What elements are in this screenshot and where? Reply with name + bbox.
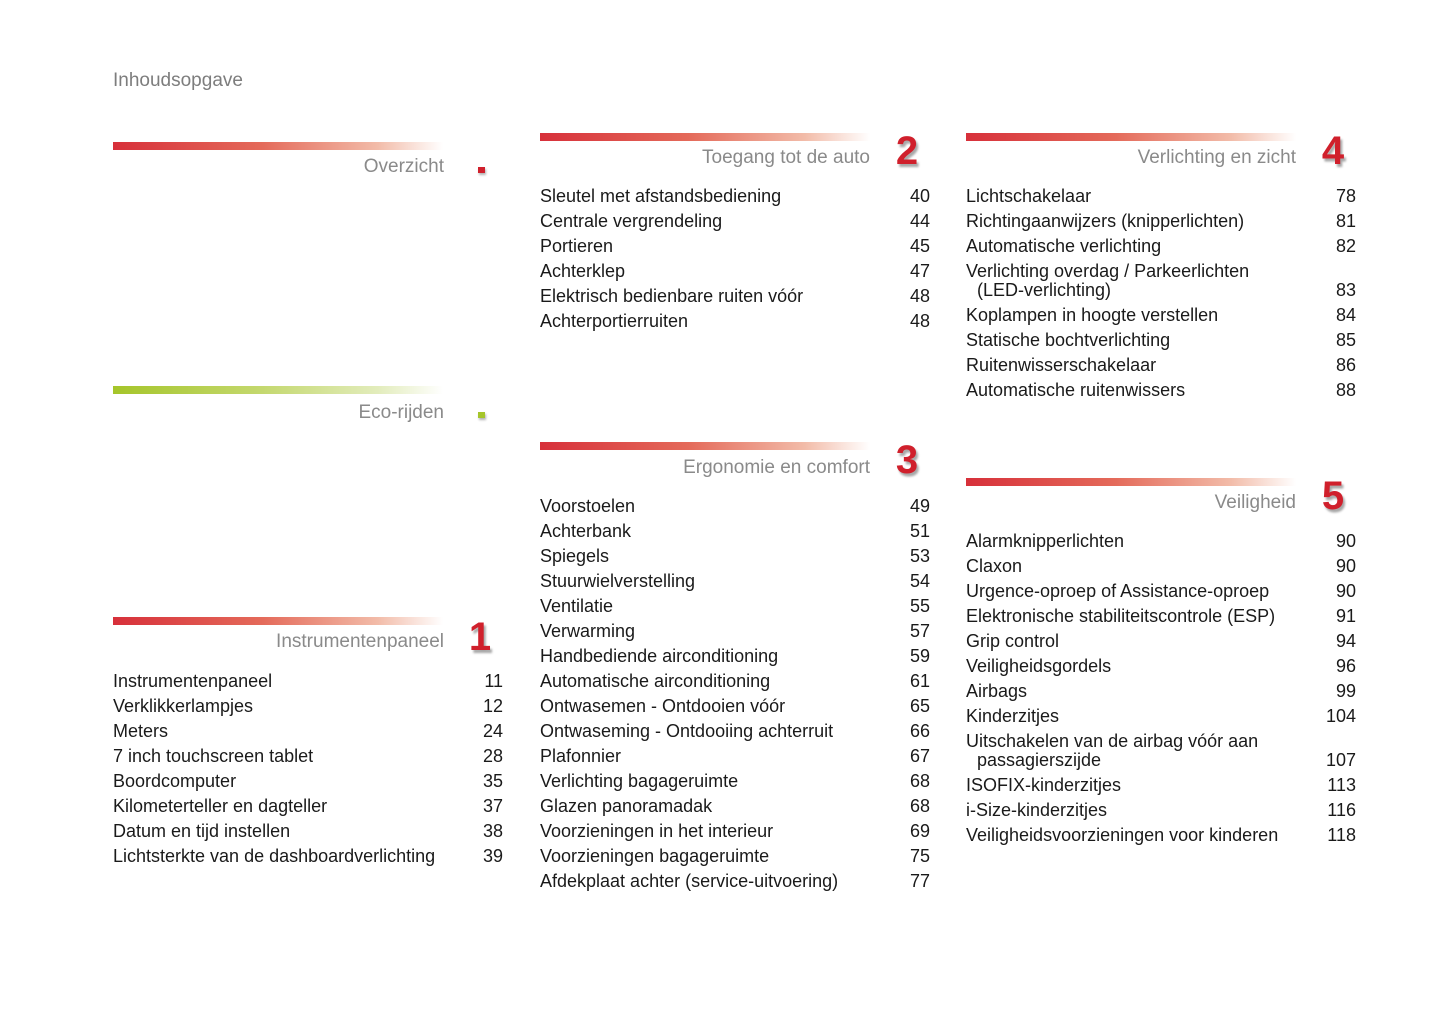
toc-entry-label-line: Urgence-oproep of Assistance-oproep bbox=[966, 581, 1270, 601]
toc-entry[interactable] bbox=[540, 797, 930, 816]
toc-entry[interactable] bbox=[540, 262, 930, 281]
toc-entry-label-line: Voorstoelen bbox=[540, 496, 636, 516]
toc-entry-label-line: 7 inch touchscreen tablet bbox=[113, 746, 314, 766]
section-ergonomie bbox=[540, 438, 930, 902]
toc-entry-label-line: Statische bochtverlichting bbox=[966, 330, 1171, 350]
toc-entry-label bbox=[113, 847, 463, 866]
toc-entry-label-line: Grip control bbox=[966, 631, 1060, 651]
toc-entry-label bbox=[966, 732, 1316, 770]
toc-entry-page: 55 bbox=[909, 596, 930, 616]
toc-entry[interactable] bbox=[540, 522, 930, 541]
toc-entry-label-line: Verlichting overdag / Parkeerlichten bbox=[966, 261, 1250, 281]
toc-entry-page: 67 bbox=[909, 746, 930, 766]
toc-entry-label-line: Uitschakelen van de airbag vóór aan bbox=[966, 731, 1259, 751]
toc-entry[interactable] bbox=[540, 212, 930, 231]
toc-entry-label bbox=[966, 237, 1316, 256]
toc-entry[interactable] bbox=[966, 532, 1356, 551]
toc-entry[interactable] bbox=[540, 697, 930, 716]
toc-entry-label-line: Koplampen in hoogte verstellen bbox=[966, 305, 1219, 325]
toc-entry-page: 54 bbox=[909, 571, 930, 591]
toc-entry-label bbox=[540, 187, 890, 206]
toc-entry-label-line: Achterbank bbox=[540, 521, 632, 541]
toc-entry-label bbox=[966, 707, 1316, 726]
toc-entry[interactable] bbox=[113, 722, 503, 741]
toc-entry-label bbox=[540, 212, 890, 231]
toc-entry[interactable] bbox=[966, 607, 1356, 626]
toc-entry[interactable] bbox=[540, 237, 930, 256]
toc-entry-label-line: Airbags bbox=[966, 681, 1028, 701]
toc-entry-label bbox=[540, 647, 890, 666]
toc-entry-page: 107 bbox=[1325, 750, 1356, 770]
toc-list bbox=[966, 187, 1356, 406]
toc-entry[interactable] bbox=[966, 237, 1356, 256]
toc-entry-label-line: Voorzieningen bagageruimte bbox=[540, 846, 770, 866]
toc-entry-label-line: Datum en tijd instellen bbox=[113, 821, 291, 841]
toc-entry[interactable] bbox=[540, 547, 930, 566]
section-number: 1 bbox=[468, 615, 492, 659]
toc-entry[interactable] bbox=[113, 797, 503, 816]
toc-entry-label-line: Meters bbox=[113, 721, 169, 741]
section-bar bbox=[540, 133, 870, 141]
toc-entry-label bbox=[540, 847, 890, 866]
section-eco-rijden bbox=[113, 386, 488, 426]
toc-entry-label bbox=[540, 262, 890, 281]
toc-entry[interactable] bbox=[540, 287, 930, 306]
toc-entry-label bbox=[966, 356, 1316, 375]
toc-entry-label bbox=[966, 212, 1316, 231]
toc-entry-page: 39 bbox=[482, 846, 503, 866]
toc-entry-label-continuation: passagierszijde bbox=[977, 750, 1102, 770]
toc-entry-label-line: Achterklep bbox=[540, 261, 626, 281]
toc-entry-label bbox=[540, 672, 890, 691]
toc-list bbox=[966, 532, 1356, 851]
toc-entry-label bbox=[966, 632, 1316, 651]
toc-entry-page: 90 bbox=[1335, 531, 1356, 551]
toc-entry-page: 45 bbox=[909, 236, 930, 256]
toc-entry-page: 84 bbox=[1335, 305, 1356, 325]
toc-entry-page: 113 bbox=[1327, 775, 1356, 795]
section-verlichting bbox=[966, 129, 1356, 413]
toc-entry-label bbox=[966, 826, 1316, 845]
toc-entry-page: 96 bbox=[1335, 656, 1356, 676]
toc-entry-label-line: Ontwasemen - Ontdooien vóór bbox=[540, 696, 786, 716]
toc-entry[interactable] bbox=[540, 722, 930, 741]
toc-entry-label bbox=[540, 822, 890, 841]
toc-entry[interactable] bbox=[966, 801, 1356, 820]
toc-entry-page: 91 bbox=[1335, 606, 1356, 626]
section-marker-icon bbox=[478, 167, 485, 173]
toc-entry-label bbox=[540, 522, 890, 541]
toc-entry-label bbox=[966, 801, 1316, 820]
toc-entry-page: 68 bbox=[909, 796, 930, 816]
toc-entry-label bbox=[540, 772, 890, 791]
toc-entry-label bbox=[540, 697, 890, 716]
toc-entry[interactable] bbox=[966, 212, 1356, 231]
toc-entry[interactable] bbox=[966, 682, 1356, 701]
toc-entry[interactable] bbox=[540, 312, 930, 331]
toc-entry[interactable] bbox=[966, 356, 1356, 375]
toc-entry-label bbox=[966, 532, 1316, 551]
toc-entry-label-line: Automatische airconditioning bbox=[540, 671, 771, 691]
toc-list bbox=[113, 672, 503, 872]
toc-list bbox=[540, 497, 930, 897]
section-title: Overzicht bbox=[363, 156, 444, 177]
toc-entry-label bbox=[540, 722, 890, 741]
toc-entry[interactable] bbox=[113, 772, 503, 791]
toc-entry[interactable] bbox=[113, 697, 503, 716]
toc-entry-label bbox=[966, 776, 1316, 795]
toc-entry-label bbox=[540, 572, 890, 591]
toc-entry-label-continuation: (LED-verlichting) bbox=[977, 280, 1112, 300]
toc-entry-label-line: Richtingaanwijzers (knipperlichten) bbox=[966, 211, 1245, 231]
toc-entry-page: 86 bbox=[1335, 355, 1356, 375]
toc-entry[interactable] bbox=[113, 747, 503, 766]
toc-entry-page: 77 bbox=[909, 871, 930, 891]
section-bar bbox=[966, 133, 1296, 141]
toc-entry-page: 51 bbox=[909, 521, 930, 541]
toc-entry-label-line: Elektronische stabiliteitscontrole (ESP) bbox=[966, 606, 1276, 626]
toc-entry-page: 47 bbox=[909, 261, 930, 281]
toc-entry-label-line: Verlichting bagageruimte bbox=[540, 771, 739, 791]
toc-entry[interactable] bbox=[966, 187, 1356, 206]
toc-entry-label bbox=[113, 747, 463, 766]
toc-entry-label-line: Handbediende airconditioning bbox=[540, 646, 779, 666]
toc-entry-label bbox=[540, 622, 890, 641]
toc-entry[interactable] bbox=[966, 557, 1356, 576]
toc-entry[interactable] bbox=[966, 331, 1356, 350]
toc-entry[interactable] bbox=[540, 187, 930, 206]
toc-entry-label-line: i-Size-kinderzitjes bbox=[966, 800, 1108, 820]
toc-entry-page: 94 bbox=[1335, 631, 1356, 651]
section-toegang bbox=[540, 129, 930, 333]
toc-entry-label-line: Kilometerteller en dagteller bbox=[113, 796, 328, 816]
toc-entry-page: 69 bbox=[909, 821, 930, 841]
toc-entry-page: 90 bbox=[1335, 581, 1356, 601]
toc-entry[interactable] bbox=[966, 776, 1356, 795]
toc-entry-page: 37 bbox=[482, 796, 503, 816]
section-title: Verlichting en zicht bbox=[1137, 147, 1296, 168]
section-title: Toegang tot de auto bbox=[702, 147, 870, 168]
toc-entry[interactable] bbox=[966, 582, 1356, 601]
toc-entry-page: 118 bbox=[1327, 825, 1356, 845]
toc-entry[interactable] bbox=[540, 572, 930, 591]
toc-entry-label bbox=[966, 657, 1316, 676]
toc-entry-page: 75 bbox=[909, 846, 930, 866]
toc-entry[interactable] bbox=[540, 747, 930, 766]
toc-entry-label-line: Ventilatie bbox=[540, 596, 614, 616]
toc-entry-label-line: Automatische ruitenwissers bbox=[966, 380, 1186, 400]
toc-entry-page: 12 bbox=[482, 696, 503, 716]
toc-entry-label bbox=[113, 822, 463, 841]
toc-list bbox=[540, 187, 930, 337]
section-title: Ergonomie en comfort bbox=[683, 457, 870, 478]
section-overzicht bbox=[113, 142, 488, 182]
toc-entry-label bbox=[540, 872, 890, 891]
toc-entry-page: 78 bbox=[1335, 186, 1356, 206]
toc-entry-page: 59 bbox=[909, 646, 930, 666]
toc-entry-label-line: Portieren bbox=[540, 236, 614, 256]
toc-entry-label-line: Glazen panoramadak bbox=[540, 796, 713, 816]
toc-entry-page: 11 bbox=[484, 671, 503, 691]
toc-entry-label bbox=[966, 582, 1316, 601]
section-bar bbox=[113, 142, 443, 150]
section-title: Instrumentenpaneel bbox=[276, 631, 444, 652]
toc-entry-label bbox=[113, 672, 463, 691]
toc-entry[interactable] bbox=[540, 872, 930, 891]
section-instrumentenpaneel bbox=[113, 617, 503, 877]
toc-entry-label-line: Achterportierruiten bbox=[540, 311, 689, 331]
toc-entry-page: 82 bbox=[1335, 236, 1356, 256]
toc-entry-label bbox=[540, 597, 890, 616]
toc-entry-label-line: Veiligheidsvoorzieningen voor kinderen bbox=[966, 825, 1279, 845]
toc-entry-label-line: Alarmknipperlichten bbox=[966, 531, 1125, 551]
toc-entry-page: 24 bbox=[482, 721, 503, 741]
toc-entry[interactable] bbox=[540, 672, 930, 691]
toc-entry-label-line: Lichtsterkte van de dashboardverlichting bbox=[113, 846, 436, 866]
section-bar bbox=[966, 478, 1296, 486]
toc-entry[interactable] bbox=[540, 822, 930, 841]
toc-entry-page: 68 bbox=[909, 771, 930, 791]
page-title: Inhoudsopgave bbox=[113, 70, 243, 91]
toc-entry-label-line: Instrumentenpaneel bbox=[113, 671, 273, 691]
toc-entry-page: 44 bbox=[909, 211, 930, 231]
toc-entry[interactable] bbox=[966, 732, 1356, 770]
toc-entry-page: 35 bbox=[482, 771, 503, 791]
toc-entry-page: 81 bbox=[1335, 211, 1356, 231]
toc-entry-label-line: Sleutel met afstandsbediening bbox=[540, 186, 782, 206]
toc-entry[interactable] bbox=[113, 822, 503, 841]
toc-entry-label-line: Spiegels bbox=[540, 546, 610, 566]
toc-entry-page: 65 bbox=[909, 696, 930, 716]
toc-entry-page: 90 bbox=[1335, 556, 1356, 576]
toc-entry-label bbox=[966, 381, 1316, 400]
toc-entry[interactable] bbox=[540, 597, 930, 616]
toc-entry[interactable] bbox=[966, 306, 1356, 325]
section-number: 3 bbox=[895, 438, 919, 482]
toc-entry-label-line: Automatische verlichting bbox=[966, 236, 1162, 256]
toc-entry-label-line: Verklikkerlampjes bbox=[113, 696, 254, 716]
toc-entry-label-line: Veiligheidsgordels bbox=[966, 656, 1112, 676]
toc-entry-label-line: Voorzieningen in het interieur bbox=[540, 821, 774, 841]
toc-entry-page: 104 bbox=[1325, 706, 1356, 726]
toc-entry-page: 99 bbox=[1335, 681, 1356, 701]
toc-entry-label-line: ISOFIX-kinderzitjes bbox=[966, 775, 1122, 795]
toc-entry-label bbox=[113, 797, 463, 816]
toc-entry-label-line: Lichtschakelaar bbox=[966, 186, 1092, 206]
toc-entry-label bbox=[540, 287, 890, 306]
toc-entry-page: 88 bbox=[1335, 380, 1356, 400]
toc-entry[interactable] bbox=[540, 647, 930, 666]
toc-entry-page: 53 bbox=[909, 546, 930, 566]
toc-entry-label bbox=[540, 747, 890, 766]
toc-entry-label bbox=[966, 187, 1316, 206]
toc-entry[interactable] bbox=[113, 672, 503, 691]
toc-entry-label-line: Elektrisch bedienbare ruiten vóór bbox=[540, 286, 804, 306]
toc-entry-page: 57 bbox=[909, 621, 930, 641]
section-number: 5 bbox=[1321, 474, 1345, 518]
toc-entry[interactable] bbox=[540, 497, 930, 516]
section-number: 2 bbox=[895, 129, 919, 173]
toc-entry-label-line: Boordcomputer bbox=[113, 771, 237, 791]
toc-entry-page: 28 bbox=[482, 746, 503, 766]
toc-entry-page: 48 bbox=[909, 311, 930, 331]
toc-entry-label bbox=[540, 237, 890, 256]
toc-entry[interactable] bbox=[540, 847, 930, 866]
section-bar bbox=[113, 617, 443, 625]
section-veiligheid bbox=[966, 474, 1356, 858]
toc-entry[interactable] bbox=[113, 847, 503, 866]
toc-entry-label bbox=[113, 772, 463, 791]
toc-entry-label bbox=[540, 312, 890, 331]
toc-entry-page: 48 bbox=[909, 286, 930, 306]
toc-entry-page: 49 bbox=[909, 496, 930, 516]
toc-entry-label bbox=[966, 682, 1316, 701]
toc-entry-label bbox=[540, 547, 890, 566]
toc-entry-label bbox=[540, 797, 890, 816]
section-title: Veiligheid bbox=[1214, 492, 1296, 513]
toc-entry-label-line: Ontwaseming - Ontdooiing achterruit bbox=[540, 721, 834, 741]
section-title: Eco-rijden bbox=[358, 402, 444, 423]
toc-entry-page: 61 bbox=[909, 671, 930, 691]
toc-entry-label bbox=[966, 262, 1316, 300]
toc-entry-label bbox=[966, 306, 1316, 325]
toc-entry-label-line: Afdekplaat achter (service-uitvoering) bbox=[540, 871, 839, 891]
toc-entry[interactable] bbox=[540, 772, 930, 791]
section-marker-icon bbox=[478, 412, 485, 418]
toc-entry[interactable] bbox=[966, 262, 1356, 300]
toc-entry-label-line: Verwarming bbox=[540, 621, 636, 641]
toc-entry[interactable] bbox=[966, 381, 1356, 400]
toc-entry-label bbox=[113, 722, 463, 741]
toc-entry[interactable] bbox=[540, 622, 930, 641]
toc-entry-page: 116 bbox=[1327, 800, 1356, 820]
toc-entry-label bbox=[966, 557, 1316, 576]
toc-entry-label bbox=[966, 331, 1316, 350]
toc-entry-label-line: Kinderzitjes bbox=[966, 706, 1060, 726]
toc-entry-label bbox=[540, 497, 890, 516]
toc-entry-page: 38 bbox=[482, 821, 503, 841]
toc-entry-label-line: Claxon bbox=[966, 556, 1023, 576]
toc-entry-page: 85 bbox=[1335, 330, 1356, 350]
toc-entry-page: 83 bbox=[1335, 280, 1356, 300]
toc-entry[interactable] bbox=[966, 826, 1356, 845]
toc-entry-label-line: Centrale vergrendeling bbox=[540, 211, 723, 231]
toc-entry-label bbox=[966, 607, 1316, 626]
toc-entry-page: 40 bbox=[909, 186, 930, 206]
toc-entry[interactable] bbox=[966, 707, 1356, 726]
toc-entry-label-line: Plafonnier bbox=[540, 746, 622, 766]
toc-entry-page: 66 bbox=[909, 721, 930, 741]
toc-entry-label-line: Ruitenwisserschakelaar bbox=[966, 355, 1157, 375]
toc-entry[interactable] bbox=[966, 632, 1356, 651]
toc-entry-label bbox=[113, 697, 463, 716]
section-bar bbox=[540, 442, 870, 450]
section-number: 4 bbox=[1321, 129, 1345, 173]
section-bar bbox=[113, 386, 443, 394]
toc-entry[interactable] bbox=[966, 657, 1356, 676]
toc-entry-label-line: Stuurwielverstelling bbox=[540, 571, 696, 591]
